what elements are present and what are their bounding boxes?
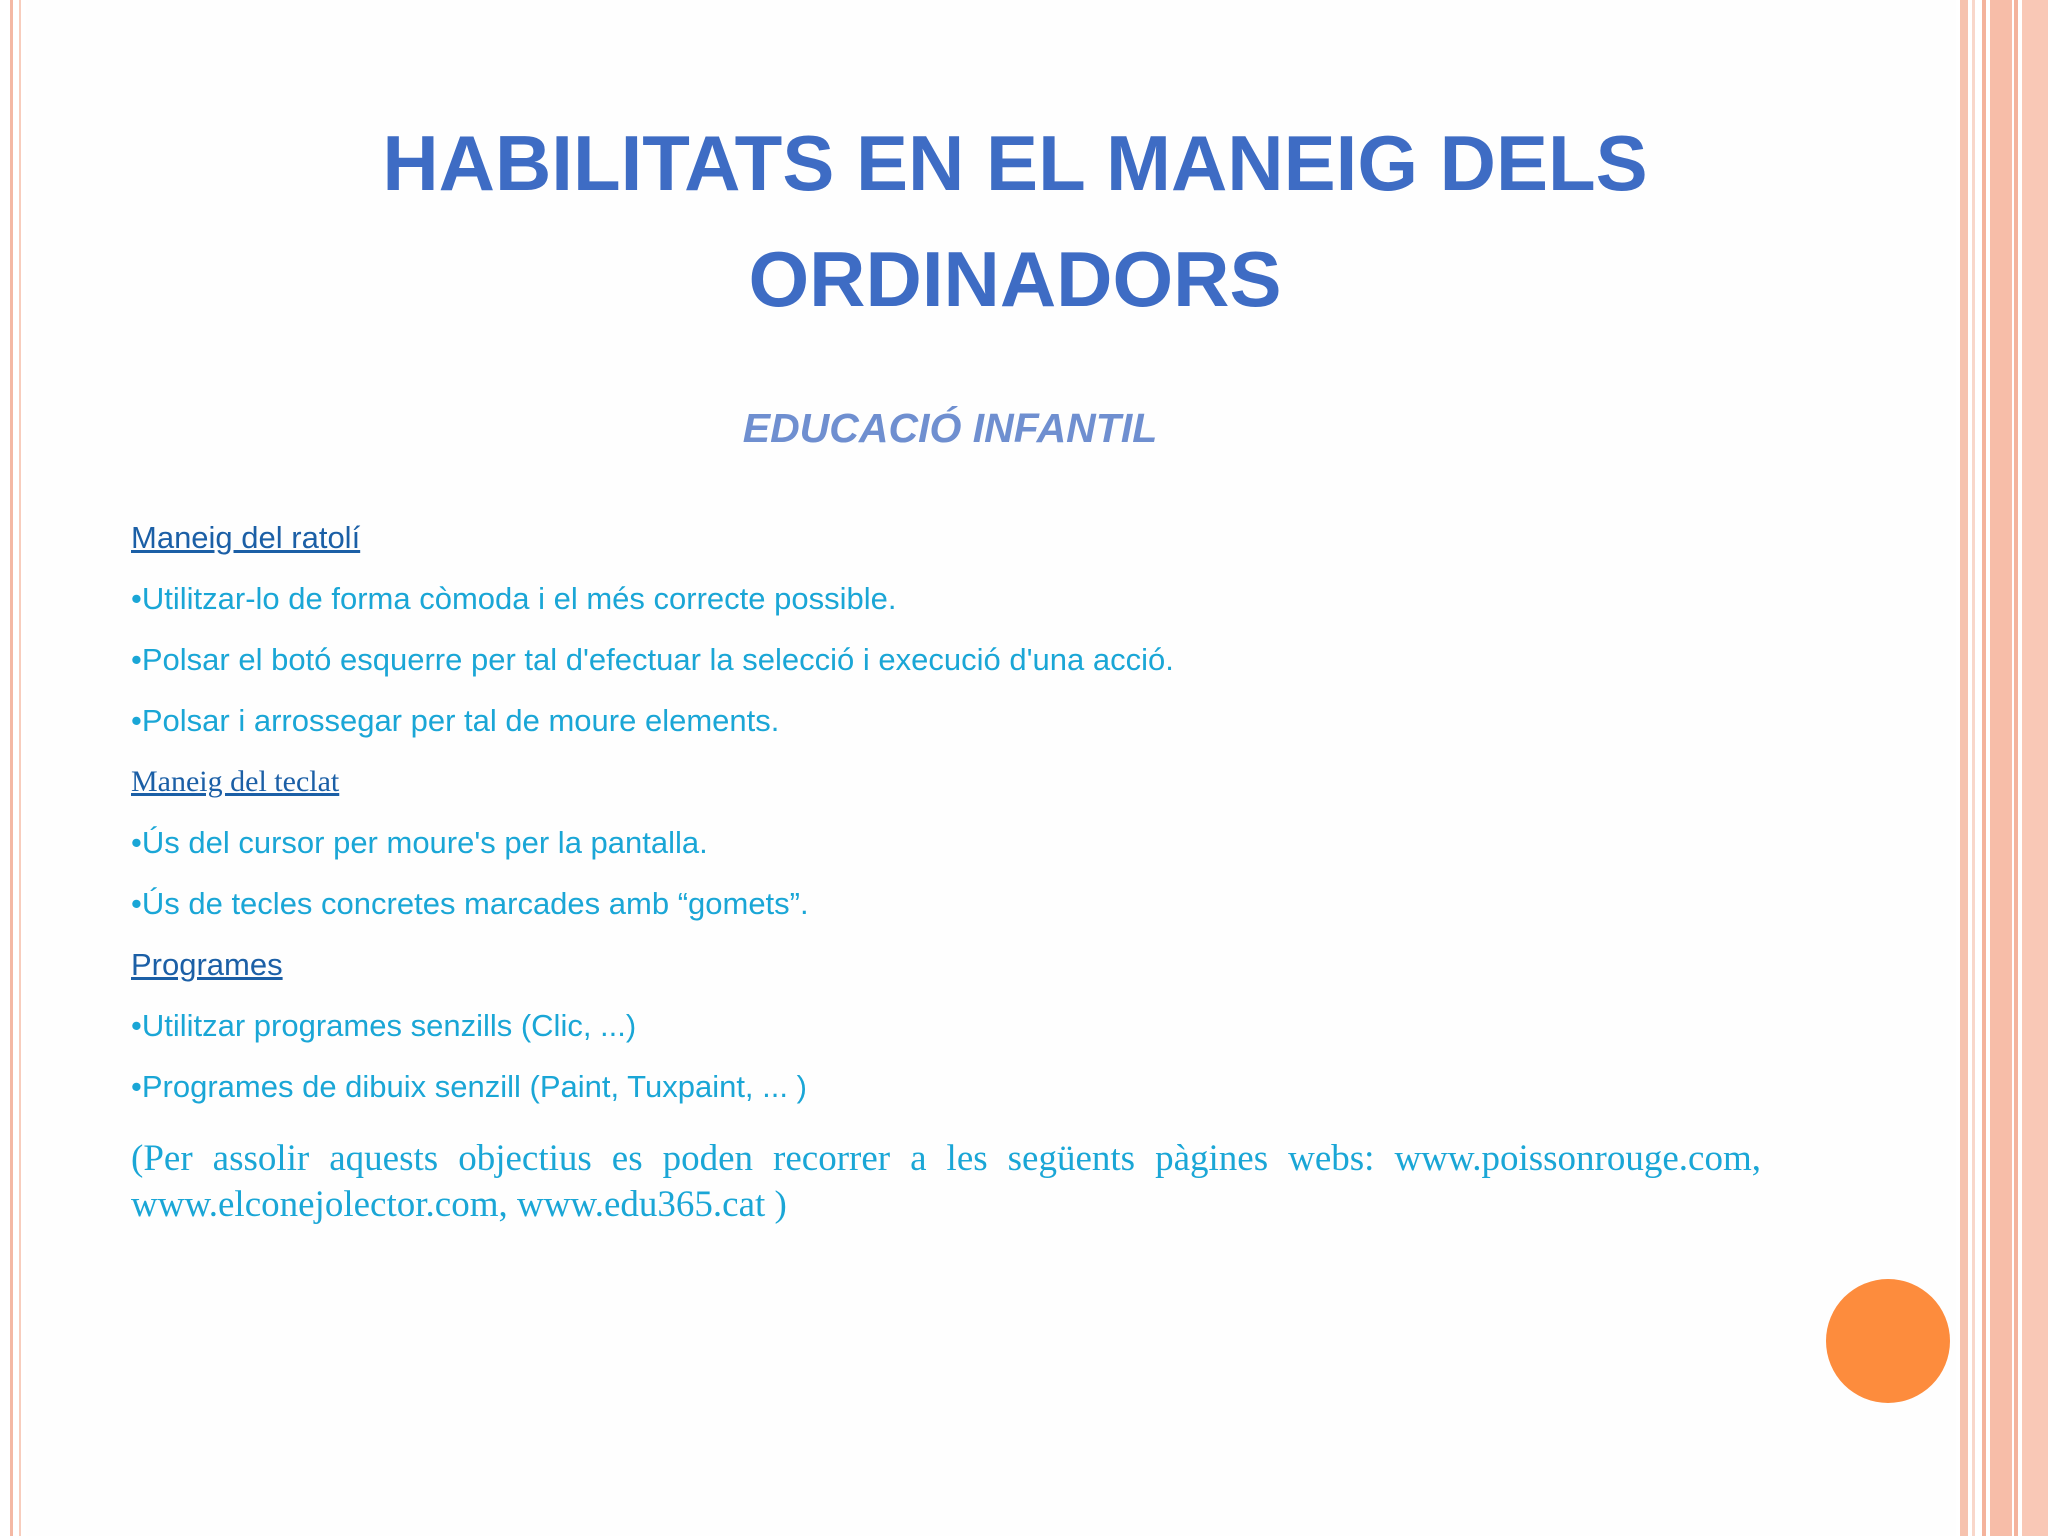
- slide-title: [250, 105, 1780, 337]
- right-stripe: [1982, 0, 1986, 1536]
- slide-title-line2: ORDINADORS: [748, 235, 1282, 323]
- right-border-stripes: [1956, 0, 2048, 1536]
- left-border-line: [19, 0, 21, 1536]
- list-item: •Utilitzar programes senzills (Clic, ...): [131, 1008, 637, 1043]
- slide-title-line1: HABILITATS EN EL MANEIG DELS: [382, 119, 1648, 207]
- slide-content: [131, 520, 1761, 1228]
- left-border: [0, 0, 26, 1536]
- list-item: •Utilitzar-lo de forma còmoda i el més correcte possible.: [131, 581, 897, 616]
- orange-circle-decoration: [1826, 1279, 1950, 1403]
- right-stripe: [1960, 0, 1968, 1536]
- right-stripe: [1990, 0, 2012, 1536]
- right-stripe: [2022, 0, 2048, 1536]
- section-heading-keyboard: Maneig del teclat: [131, 765, 340, 798]
- list-item: •Ús del cursor per moure's per la pantalla.: [131, 825, 708, 860]
- section-heading-mouse: Maneig del ratolí: [131, 520, 361, 555]
- left-border-line: [10, 0, 13, 1536]
- list-item: •Polsar i arrossegar per tal de moure elements.: [131, 703, 780, 738]
- list-item: •Ús de tecles concretes marcades amb “gomets”.: [131, 886, 809, 921]
- list-item: •Polsar el botó esquerre per tal d'efectuar la selecció i execució d'una acció.: [131, 642, 1174, 677]
- right-stripe: [1972, 0, 1975, 1536]
- resources-note: (Per assolir aquests objectius es poden recorrer a les següents pàgines webs: www.poissonrouge.com, www.elconejolector.com, www.edu365.cat ): [131, 1138, 1761, 1225]
- right-stripe: [2014, 0, 2018, 1536]
- section-heading-programs: Programes: [131, 947, 283, 982]
- list-item: •Programes de dibuix senzill (Paint, Tuxpaint, ... ): [131, 1069, 807, 1104]
- slide-subtitle: EDUCACIÓ INFANTIL: [742, 405, 1158, 451]
